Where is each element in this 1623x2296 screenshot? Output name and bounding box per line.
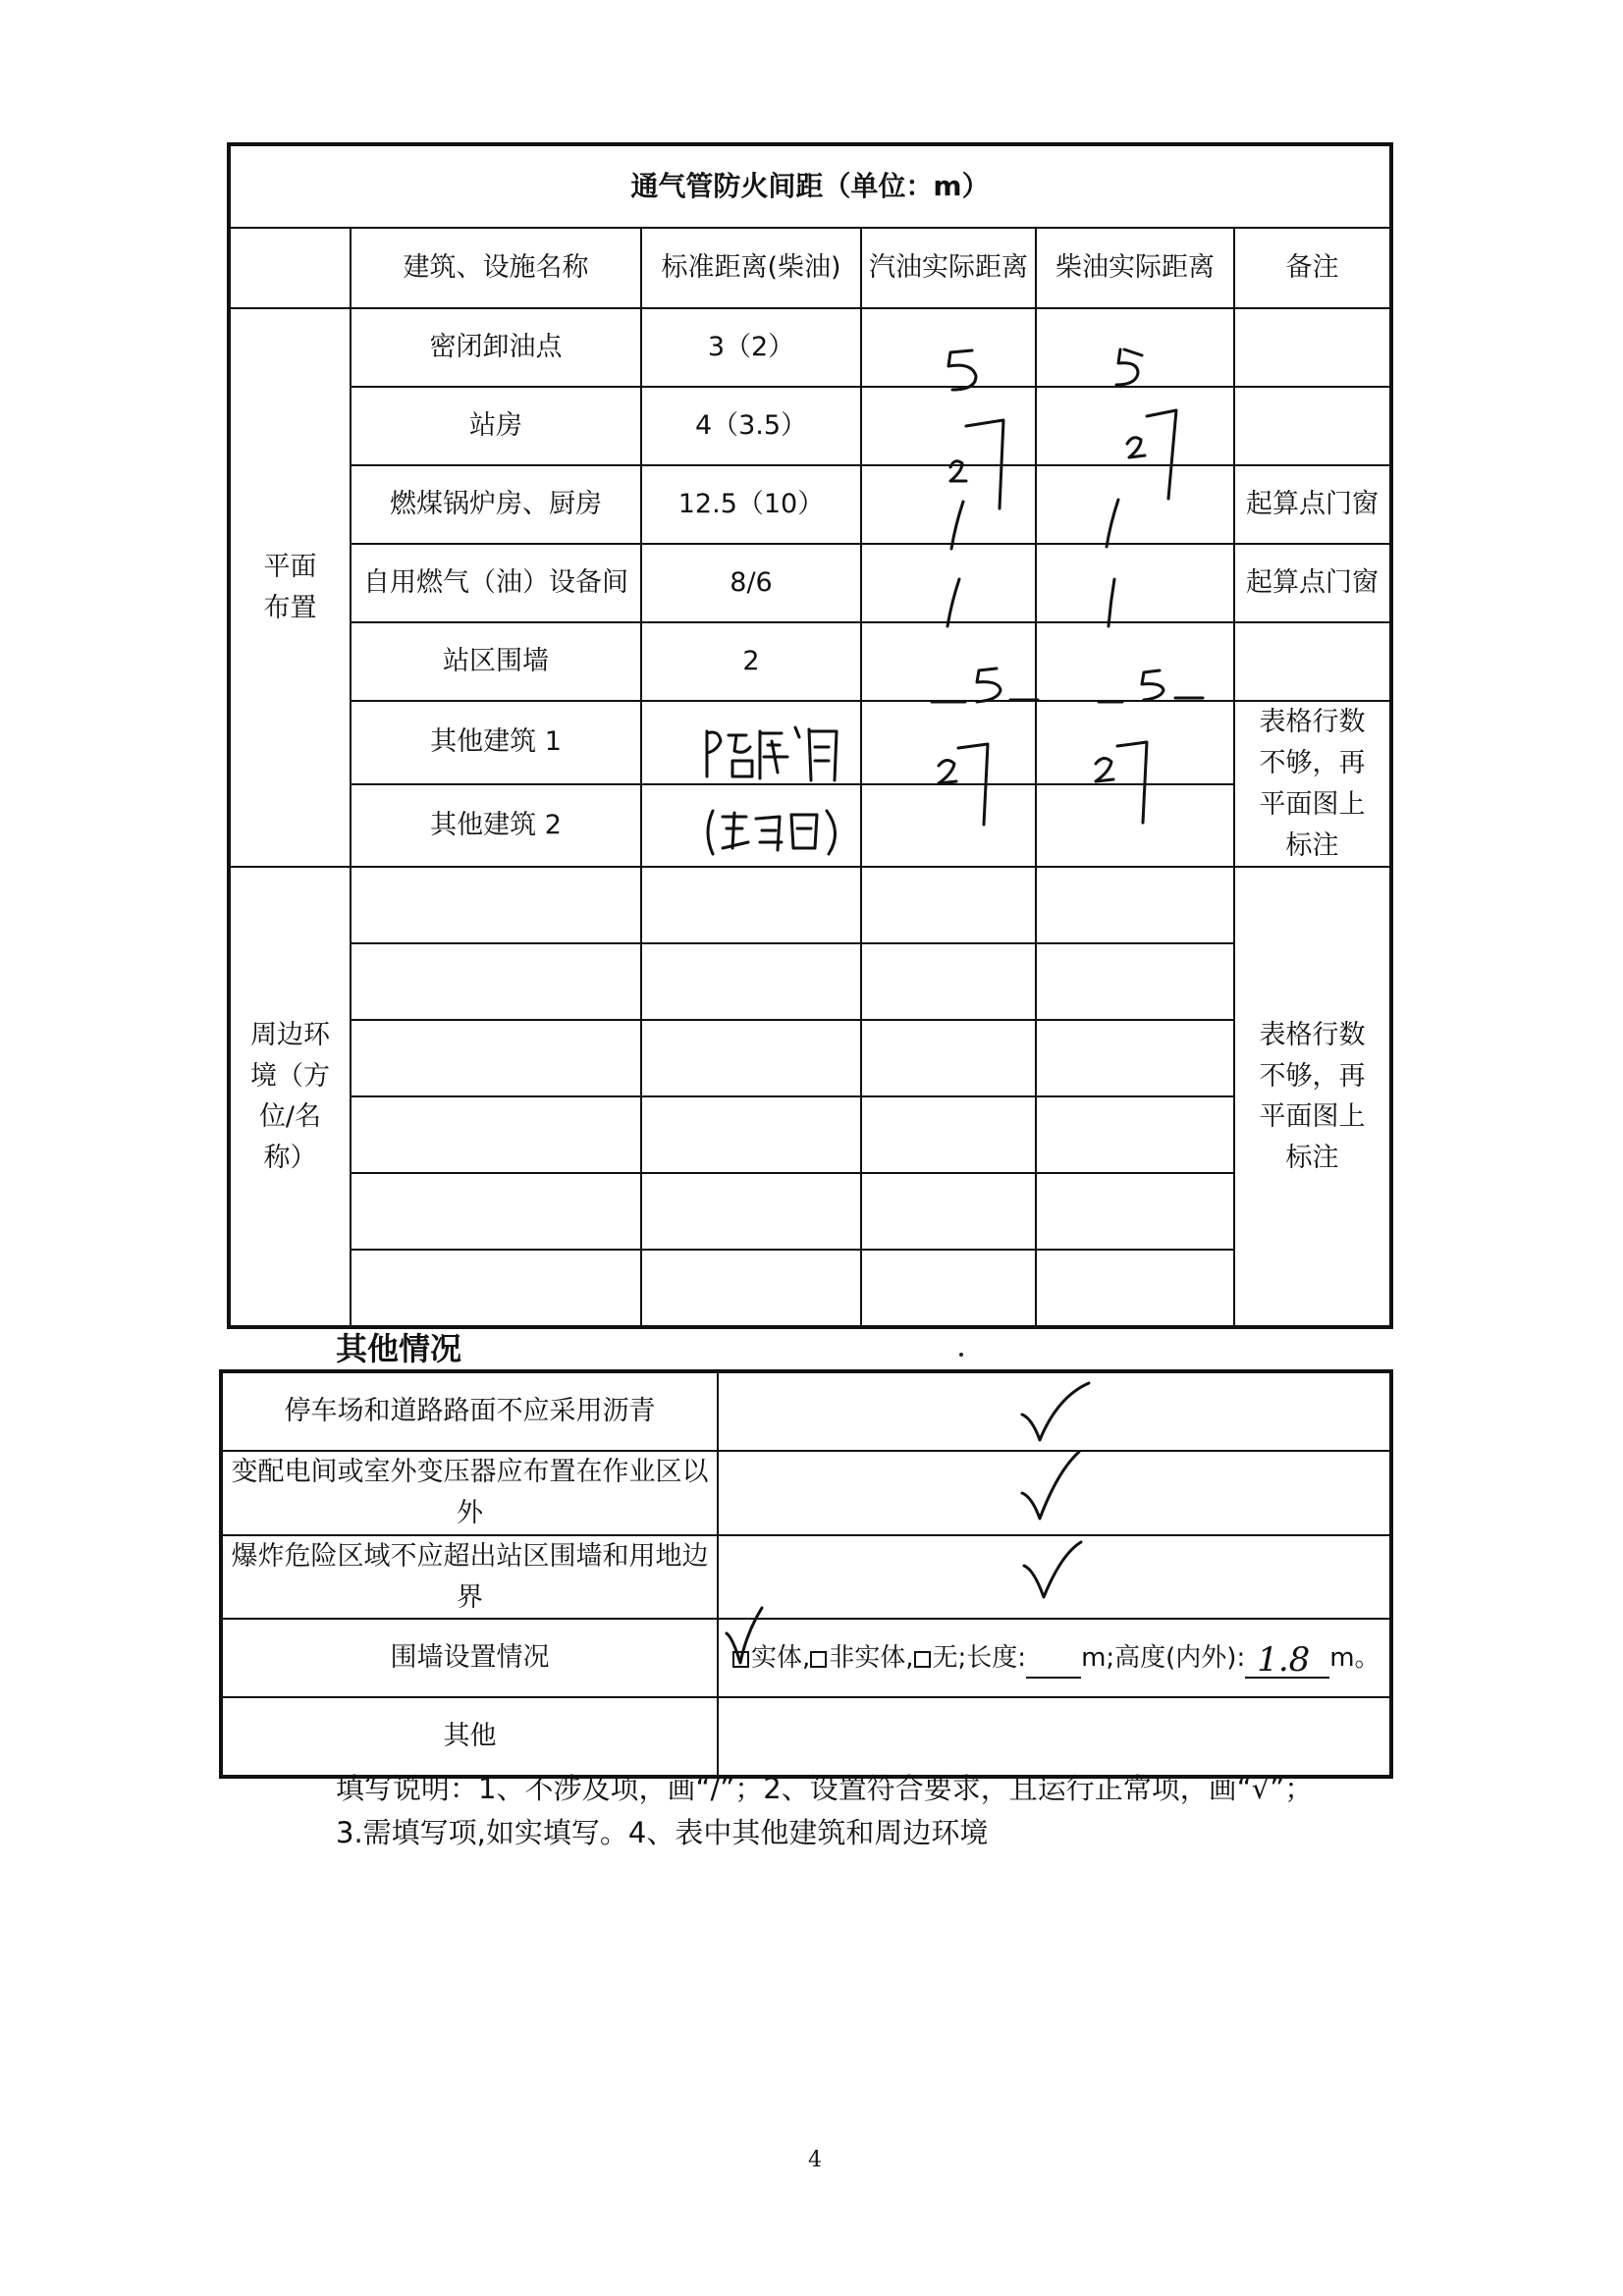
- env-cell: [641, 1096, 861, 1173]
- check-mark-icon: [1018, 1448, 1097, 1526]
- gasoline-distance-cell: [861, 387, 1036, 465]
- remark-cell: [1234, 701, 1391, 867]
- table-row: [229, 701, 1391, 784]
- remark-text: 表格行数不够，再平面图上标注: [1259, 1019, 1366, 1174]
- option-non-solid-label: 非实体,: [829, 1643, 914, 1674]
- standard-distance: 4（3.5）: [641, 387, 861, 465]
- other-situations-table: [219, 1369, 1393, 1779]
- diesel-distance-cell: [1036, 308, 1234, 387]
- env-cell: [861, 1020, 1036, 1096]
- instructions: [336, 1767, 1313, 1855]
- table-row: [221, 1371, 1391, 1451]
- facility-name: 站房: [351, 387, 641, 465]
- env-cell: [1036, 1173, 1234, 1250]
- diesel-distance-cell: [1036, 784, 1234, 868]
- facility-name: 其他建筑 1: [351, 701, 641, 784]
- checkbox-none[interactable]: [914, 1651, 931, 1668]
- table-row: [229, 544, 1391, 622]
- facility-name: 自用燃气（油）设备间: [351, 544, 641, 622]
- unit-label: m。: [1329, 1643, 1380, 1674]
- env-row: [229, 1020, 1391, 1096]
- fence-label: 围墙设置情况: [221, 1619, 718, 1697]
- checkbox-solid[interactable]: [732, 1651, 749, 1668]
- env-cell: [861, 1250, 1036, 1327]
- item-result-cell: [718, 1535, 1391, 1620]
- stray-dot: [959, 1353, 963, 1357]
- table-title: 通气管防火间距（单位：m）: [229, 144, 1391, 228]
- check-mark-icon: [1018, 1538, 1097, 1607]
- table-row: [229, 784, 1391, 868]
- fire-distance-table: [227, 142, 1393, 1329]
- remark-cell: [1234, 387, 1391, 465]
- env-cell: [861, 1173, 1036, 1250]
- misc-value: [718, 1697, 1391, 1777]
- item-label: 变配电间或室外变压器应布置在作业区以外: [221, 1451, 718, 1535]
- remark-cell: [1234, 622, 1391, 701]
- env-cell: [1036, 943, 1234, 1020]
- option-none-label: 无;: [932, 1643, 967, 1674]
- remark-cell: 起算点门窗: [1234, 544, 1391, 622]
- env-cell: [351, 1020, 641, 1096]
- env-cell: [861, 943, 1036, 1020]
- table-row: [229, 622, 1391, 701]
- check-mark-icon: [1018, 1379, 1097, 1448]
- standard-distance: 12.5（10）: [641, 465, 861, 544]
- fence-options: [718, 1619, 1391, 1697]
- page-number: 4: [808, 2148, 822, 2172]
- table-row: [229, 308, 1391, 387]
- table-row: [221, 1697, 1391, 1777]
- diesel-distance-cell: [1036, 465, 1234, 544]
- standard-distance-cell: [641, 701, 861, 784]
- env-cell: [351, 943, 641, 1020]
- header-standard-distance: 标准距离(柴油): [641, 228, 861, 308]
- group-plan-layout: [229, 308, 351, 867]
- env-row: [229, 1250, 1391, 1327]
- group-surroundings: [229, 867, 351, 1327]
- instructions-line: 填写说明：1、不涉及项，画“/”；2、设置符合要求，且运行正常项，画“√”；: [336, 1772, 1314, 1805]
- standard-distance-cell: [641, 784, 861, 868]
- env-cell: [351, 1096, 641, 1173]
- checkbox-non-solid[interactable]: [810, 1651, 827, 1668]
- gasoline-distance-cell: [861, 701, 1036, 784]
- table-row: [221, 1451, 1391, 1535]
- section-heading: 其他情况: [336, 1330, 462, 1367]
- env-row: [229, 1096, 1391, 1173]
- remark-cell: [1234, 308, 1391, 387]
- gasoline-distance-cell: [861, 465, 1036, 544]
- standard-distance: 8/6: [641, 544, 861, 622]
- env-cell: [641, 1250, 861, 1327]
- header-diesel-distance: 柴油实际距离: [1036, 228, 1234, 308]
- header-facility-name: 建筑、设施名称: [351, 228, 641, 308]
- env-row: [229, 943, 1391, 1020]
- table-row: [221, 1535, 1391, 1620]
- header-row: [229, 228, 1391, 308]
- env-cell: [861, 867, 1036, 943]
- gasoline-distance-cell: [861, 784, 1036, 868]
- group-plan-label: 平面布置: [263, 551, 317, 623]
- item-result-cell: [718, 1451, 1391, 1535]
- env-cell: [1036, 867, 1234, 943]
- unit-label: m;: [1081, 1643, 1115, 1674]
- gasoline-distance-cell: [861, 622, 1036, 701]
- diesel-distance-cell: [1036, 701, 1234, 784]
- length-field[interactable]: [1026, 1649, 1081, 1679]
- header-remarks: 备注: [1234, 228, 1391, 308]
- table-row: [221, 1619, 1391, 1697]
- length-label: 长度:: [966, 1643, 1027, 1674]
- height-value: 1.8: [1257, 1639, 1311, 1680]
- header-blank: [229, 228, 351, 308]
- env-cell: [1036, 1250, 1234, 1327]
- facility-name: 站区围墙: [351, 622, 641, 701]
- table-row: [229, 387, 1391, 465]
- remark-cell: [1234, 867, 1391, 1327]
- item-label: 停车场和道路路面不应采用沥青: [221, 1371, 718, 1451]
- instructions-line: 3.需填写项,如实填写。4、表中其他建筑和周边环境: [336, 1816, 989, 1849]
- env-cell: [1036, 1096, 1234, 1173]
- item-result-cell: [718, 1371, 1391, 1451]
- diesel-distance-cell: [1036, 387, 1234, 465]
- standard-distance: 3（2）: [641, 308, 861, 387]
- env-cell: [351, 1173, 641, 1250]
- standard-distance: 2: [641, 622, 861, 701]
- env-row: [229, 1173, 1391, 1250]
- height-label: 高度(内外):: [1114, 1643, 1246, 1674]
- facility-name: 燃煤锅炉房、厨房: [351, 465, 641, 544]
- env-cell: [641, 1020, 861, 1096]
- remark-text: 表格行数不够，再平面图上标注: [1259, 707, 1366, 861]
- remark-cell: 起算点门窗: [1234, 465, 1391, 544]
- facility-name: 其他建筑 2: [351, 784, 641, 868]
- misc-label: 其他: [221, 1697, 718, 1777]
- env-cell: [861, 1096, 1036, 1173]
- height-field[interactable]: [1245, 1639, 1329, 1680]
- diesel-distance-cell: [1036, 544, 1234, 622]
- env-cell: [351, 867, 641, 943]
- env-cell: [1036, 1020, 1234, 1096]
- option-solid-label: 实体,: [751, 1643, 811, 1674]
- facility-name: 密闭卸油点: [351, 308, 641, 387]
- env-cell: [641, 1173, 861, 1250]
- gasoline-distance-cell: [861, 308, 1036, 387]
- item-label: 爆炸危险区域不应超出站区围墙和用地边界: [221, 1535, 718, 1620]
- env-cell: [641, 943, 861, 1020]
- env-row: [229, 867, 1391, 943]
- group-surroundings-label: 周边环境（方位/名称）: [250, 1019, 330, 1174]
- diesel-distance-cell: [1036, 622, 1234, 701]
- env-cell: [351, 1250, 641, 1327]
- table-row: [229, 465, 1391, 544]
- env-cell: [641, 867, 861, 943]
- header-gasoline-distance: 汽油实际距离: [861, 228, 1036, 308]
- gasoline-distance-cell: [861, 544, 1036, 622]
